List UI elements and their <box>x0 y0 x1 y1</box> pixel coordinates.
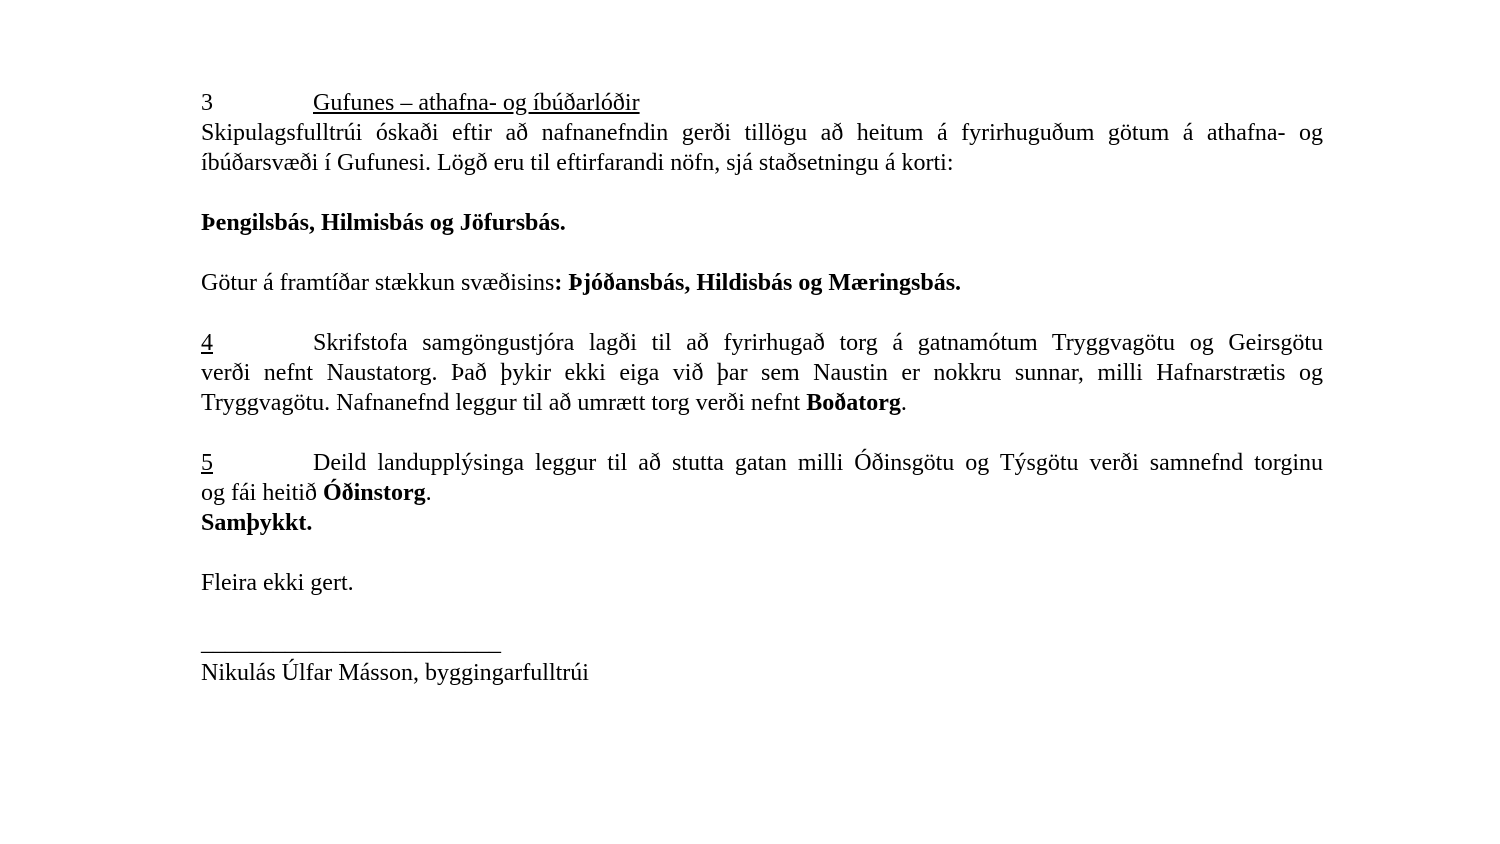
spacer <box>201 538 1323 568</box>
item-4-line-2 <box>201 358 1323 388</box>
item-5-line-1 <box>201 448 1323 478</box>
item-3-paragraph-line-1-text: Skipulagsfulltrúi óskaði eftir að nafnanefndin gerði tillögu að heitum á fyrirhuguðum götum á athafna- og <box>201 120 1323 146</box>
spacer <box>201 418 1323 448</box>
item-5-proposed-name: Óðinstorg <box>322 480 426 506</box>
spacer <box>201 298 1323 328</box>
item-3-future-prefix: Götur á framtíðar stækkun svæðisins <box>201 270 555 296</box>
spacer <box>201 238 1323 268</box>
item-5-line-1-text: Deild landupplýsinga leggur til að stutta gatan milli Óðinsgötu og Týsgötu verði samnefnd torginu <box>313 450 1323 476</box>
item-5-line-2 <box>201 478 1323 508</box>
item-3-street-names: Þengilsbás, Hilmisbás og Jöfursbás. <box>201 210 566 236</box>
item-4-line-3-prefix: Tryggvagötu. Nafnanefnd leggur til að umrætt torg verði nefnt <box>201 390 807 416</box>
item-3-future-streets <box>201 268 1323 298</box>
item-3-title: Gufunes – athafna- og íbúðarlóðir <box>313 90 640 116</box>
item-5-number <box>201 448 313 478</box>
item-4-line-1-text: Skrifstofa samgöngustjóra lagði til að fyrirhugað torg á gatnamótum Tryggvagötu og Geirsgötu <box>313 330 1323 356</box>
spacer <box>201 178 1323 208</box>
item-5-number-text: 5 <box>201 450 213 476</box>
item-4-line-3 <box>201 388 1323 418</box>
document-body <box>201 88 1323 688</box>
closing-statement: Fleira ekki gert. <box>201 570 354 596</box>
item-5-line-2-prefix: og fái heitið <box>201 480 323 506</box>
item-3-future-names: : Þjóðansbás, Hildisbás og Mæringsbás. <box>554 270 962 296</box>
item-3-paragraph-line-1 <box>201 118 1323 148</box>
item-3-paragraph-line-2 <box>201 148 1323 178</box>
item-4-line-3-suffix: . <box>900 390 907 416</box>
signature-line: _________________________ <box>201 630 501 656</box>
item-5-line-2-suffix: . <box>425 480 432 506</box>
item-3-heading <box>201 88 1323 118</box>
item-4-line-1 <box>201 328 1323 358</box>
item-4-number-text: 4 <box>201 330 213 356</box>
item-3-paragraph-line-2-text: íbúðarsvæði í Gufunesi. Lögð eru til eftirfarandi nöfn, sjá staðsetningu á korti: <box>201 150 954 176</box>
item-4-number <box>201 328 313 358</box>
item-4-line-2-text: verði nefnt Naustatorg. Það þykir ekki eiga við þar sem Naustin er nokkru sunnar, milli Hafnarstrætis og <box>201 360 1323 386</box>
signatory-name: Nikulás Úlfar Másson, byggingarfulltrúi <box>201 660 589 686</box>
spacer <box>201 598 1323 628</box>
item-3-number: 3 <box>201 90 213 116</box>
item-4-proposed-name: Boðatorg <box>806 390 901 416</box>
item-5-approved: Samþykkt. <box>201 510 313 536</box>
